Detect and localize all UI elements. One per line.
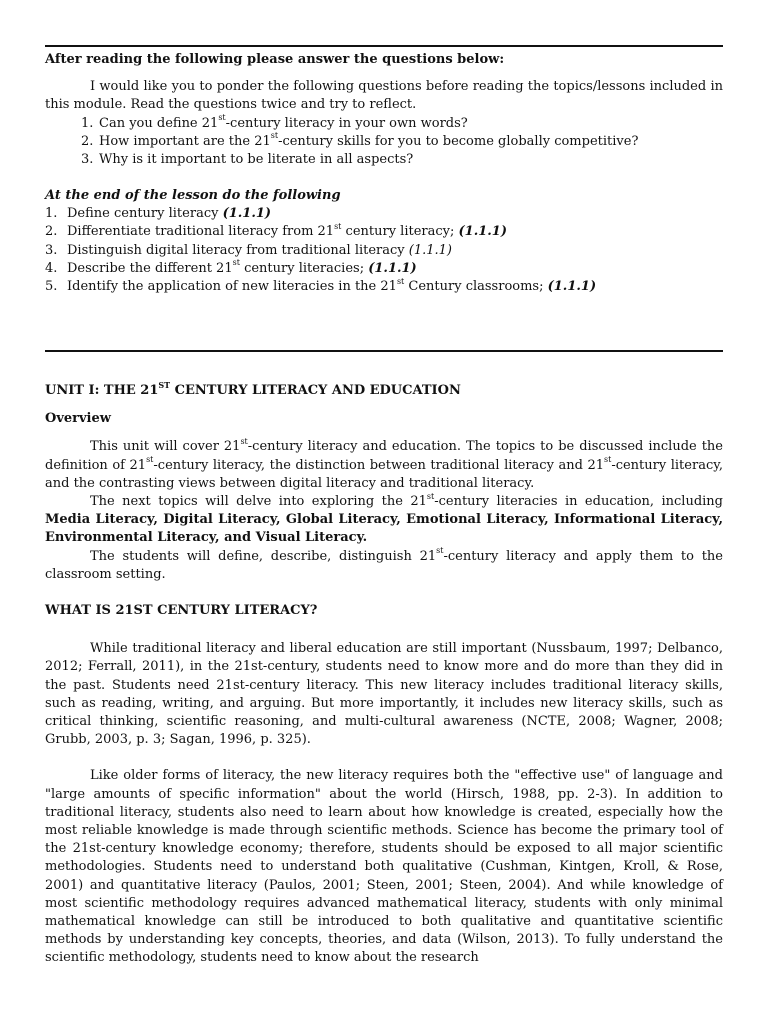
reflection-questions xyxy=(45,115,723,170)
intro-paragraph: I would like you to ponder the following questions before reading the topics/lessons included in this module. Read the questions twice and try to reflect. xyxy=(45,79,723,113)
intro-heading: After reading the following please answer the questions below: xyxy=(45,52,505,67)
intro-section xyxy=(45,51,723,169)
top-divider xyxy=(45,45,723,47)
question-item: 3. Why is it important to be literate in all aspects? xyxy=(81,152,414,168)
unit-section xyxy=(45,379,723,584)
literacy-section xyxy=(45,602,723,968)
section-divider xyxy=(45,350,723,352)
objective-item: 2. Differentiate traditional literacy from 21st century literacy; (1.1.1) xyxy=(45,222,508,240)
question-item: 1. Can you define 21st-century literacy in your own words? xyxy=(81,113,468,131)
objective-item: 1. Define century literacy (1.1.1) xyxy=(45,206,272,222)
unit-title: UNIT I: THE 21ST CENTURY LITERACY AND EDUCATION xyxy=(45,379,461,398)
overview-paragraph-1: This unit will cover 21st-century literacy and education. The topics to be discussed include the definition of 21st-century literacy, the distinction between traditional literacy and 21st-century literacy, and the contrasting views between digital literacy and traditional literacy. xyxy=(45,437,723,491)
overview-paragraph-3: The students will define, describe, distinguish 21st-century literacy and apply them to the classroom setting. xyxy=(45,546,723,582)
objective-item: 5. Identify the application of new literacies in the 21st Century classrooms; (1.1.1) xyxy=(45,276,597,295)
objectives-section xyxy=(45,187,723,296)
objectives-heading: At the end of the lesson do the following xyxy=(45,188,341,203)
section-paragraph-2: Like older forms of literacy, the new literacy requires both the "effective use" of language and "large amounts of specific information" about the world (Hirsch, 1988, pp. 2-3). In addition to traditional literacy, students also need to learn about how knowledge is created, especially how the most reliable knowledge is made through scientific methods. Science has become the primary tool of the 21st-century knowledge economy; therefore, students should be exposed to all major scientific methodologies. Students need to understand both qualitative (Cushman, Kintgen, Kroll, & Rose, 2001) and quantitative literacy (Paulos, 2001; Steen, 2001; Steen, 2004). And while knowledge of most scientific methodology requires advanced mathematical literacy, students with only minimal mathematical knowledge can still be introduced to both qualitative and quantitative scientific methods by understanding key concepts, theories, and data (Wilson, 2013). To fully understand the scientific methodology, students need to know about the research xyxy=(45,768,723,966)
objective-item: 4. Describe the different 21st century literacies; (1.1.1) xyxy=(45,258,417,276)
objective-item: 3. Distinguish digital literacy from traditional literacy (1.1.1) xyxy=(45,242,453,258)
section-heading: WHAT IS 21ST CENTURY LITERACY? xyxy=(45,603,318,618)
overview-paragraph-2: The next topics will delve into exploring the 21st-century literacies in education, including Media Literacy, Digital Literacy, Global Literacy, Emotional Literacy, Informational Literacy, Environmental Literacy, and Visual Literacy. xyxy=(45,491,723,546)
section-paragraph-1: While traditional literacy and liberal education are still important (Nussbaum, 1997; Delbanco, 2012; Ferrall, 2011), in the 21st-century, students need to know more and do more than they did in the past. Students need 21st-century literacy. This new literacy includes traditional literacy skills, such as reading, writing, and arguing. But more importantly, it includes new literacy skills, such as critical thinking, scientific reasoning, and multi-cultural awareness (NCTE, 2008; Wagner, 2008; Grubb, 2003, p. 3; Sagan, 1996, p. 325). xyxy=(45,641,723,748)
question-item: 2. How important are the 21st-century skills for you to become globally competitive? xyxy=(81,131,639,149)
overview-heading: Overview xyxy=(45,411,111,427)
